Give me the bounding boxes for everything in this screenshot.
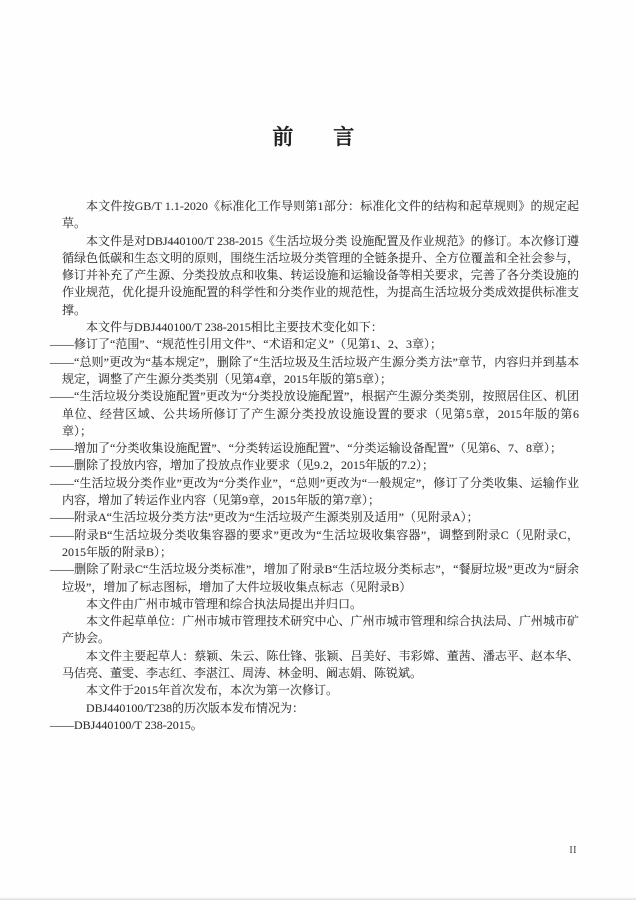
paragraph-changes-intro: 本文件与DBJ440100/T 238-2015相比主要技术变化如下： [86, 320, 383, 335]
paragraph-revision-overview: 本文件是对DBJ440100/T 238-2015《生活垃圾分类 设施配置及作业规范》的修订。本次修订遵循绿色低碳和生态文明的原则，围绕生活垃圾分类管理的全链条提升、全方位覆盖和全社会参与，修订并补充了产生源、分类投放点和收集、转运设施和运输设备等相关要求，完善了各分类设施的作业规范，优化提升设施配置的科学性和分类作业的规范性，为提高生活垃圾分类成效提供标准支撑。 [62, 233, 579, 317]
change-list-item: ——删除了附录C“生活垃圾分类标准”，增加了附录B“生活垃圾分类标志”，“餐厨垃圾”更改为“厨余垃圾”，增加了标志图标，增加了大件垃圾收集点标志（见附录B） [50, 562, 579, 594]
change-list-item: ——增加了“分类收集设施配置”、“分类转运设施配置”、“分类运输设备配置”（见第6、7、8章）； [50, 441, 562, 456]
change-list-item: ——删除了投放内容，增加了投放点作业要求（见9.2，2015年版的7.2）； [50, 458, 435, 473]
paragraph-drafting-units: 本文件起草单位：广州市城市管理技术研究中心、广州市城市管理和综合执法局、广州城市矿产协会。 [62, 614, 579, 646]
change-list-item: ——“生活垃圾分类设施配置”更改为“分类投放设施配置”，根据产生源分类类别，按照居住区、机团单位、经营区域、公共场所修订了产生源分类投放设施设置的要求（见第5章，2015年版的第6章）； [50, 389, 579, 438]
page-title: 前 言 [272, 125, 364, 149]
paragraph-editions-intro: DBJ440100/T238的历次版本发布情况为： [86, 700, 305, 715]
paragraph-drafting-basis: 本文件按GB/T 1.1-2020《标准化工作导则第1部分：标准化文件的结构和起草规则》的规定起草。 [62, 199, 579, 231]
foreword-body [50, 198, 579, 734]
paragraph-publication-history: 本文件于2015年首次发布，本次为第一次修订。 [86, 683, 339, 698]
edition-list-item: ——DBJ440100/T 238-2015。 [50, 717, 203, 732]
paragraph-proposing-authority: 本文件由广州市城市管理和综合执法局提出并归口。 [86, 596, 363, 611]
paragraph-drafters: 本文件主要起草人：蔡颖、朱云、陈仕锋、张颖、吕美好、韦彩嫦、董茜、潘志平、赵本华、马佶亮、董雯、李志红、李湛江、周涛、林金明、阚志娟、陈锐斌。 [62, 648, 579, 681]
change-list-item: ——附录A“生活垃圾分类方法”更改为“生活垃圾产生源类别及适用”（见附录A）； [50, 510, 479, 525]
change-list-item: ——附录B“生活垃圾分类收集容器的要求”更改为“生活垃圾收集容器”，调整到附录C（见附录C，2015年版的附录B）； [50, 527, 579, 559]
change-list-item: ——“总则”更改为“基本规定”，删除了“生活垃圾及生活垃圾产生源分类方法”章节，内容归并到基本规定，调整了产生源分类类别（见第4章，2015年版的第5章）； [50, 354, 579, 386]
change-list-item: ——“生活垃圾分类作业”更改为“分类作业”，“总则”更改为“一般规定”，修订了分类收集、运输作业内容，增加了转运作业内容（见第9章，2015年版的第7章）； [50, 475, 579, 508]
page-number: II [569, 845, 577, 856]
change-list-item: ——修订了“范围”、“规范性引用文件”、“术语和定义”（见第1、2、3章）； [50, 337, 442, 352]
